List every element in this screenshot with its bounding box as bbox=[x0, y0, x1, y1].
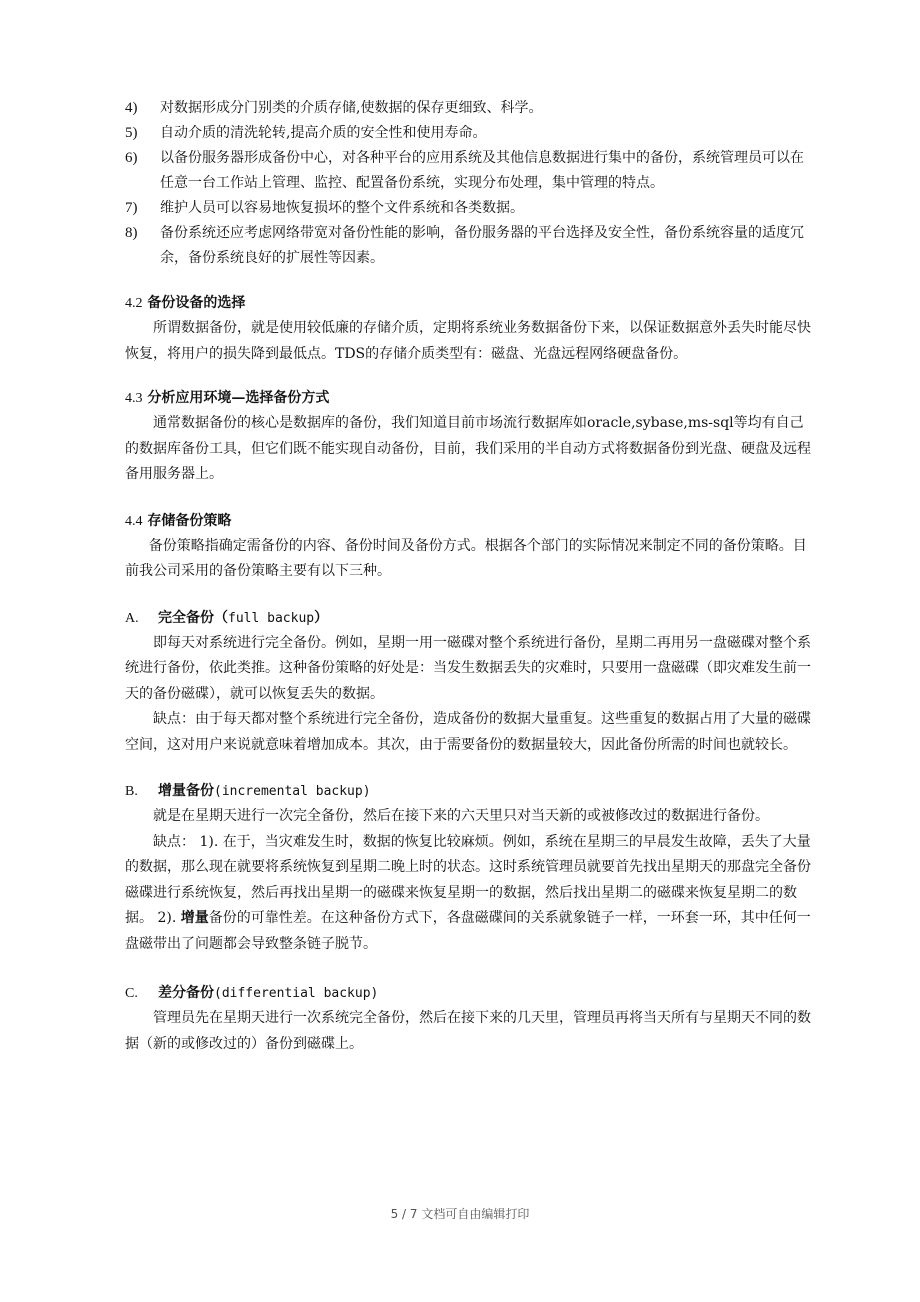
section-4-4 bbox=[125, 509, 815, 585]
section-heading bbox=[125, 509, 815, 534]
section-4-2 bbox=[125, 291, 815, 367]
subsection-heading bbox=[125, 606, 815, 631]
subsection-label: C. bbox=[125, 986, 138, 1001]
section-4-3 bbox=[125, 386, 815, 488]
list-item-text: 以备份服务器形成备份中心，对各种平台的应用系统及其他信息数据进行集中的备份，系统管理员可以在任意一台工作站上管理、监控、配置备份系统，实现分布处理，集中管理的特点。 bbox=[160, 150, 804, 191]
subsection-body: 就是在星期天进行一次完全备份，然后在接下来的六天里只对当天新的或被修改过的数据进行备份。 bbox=[153, 808, 769, 824]
subsection-body: 即每天对系统进行完全备份。例如，星期一用一磁碟对整个系统进行备份，星期二再用另一盘磁碟对整个系统进行备份，依此类推。这种备份策略的好处是：当发生数据丢失的灾难时，只要用一盘磁碟（即灾难发生前一天的备份磁碟），就可以恢复丢失的数据。 bbox=[125, 634, 811, 702]
subsection-label: B. bbox=[125, 784, 138, 799]
section-body: 所谓数据备份，就是使用较低廉的存储介质，定期将系统业务数据备份下来，以保证数据意外丢失时能尽快恢复，将用户的损失降到最低点。TDS的存储介质类型有：磁盘、光盘远程网络硬盘备份。 bbox=[125, 320, 811, 362]
section-number: 4.2 bbox=[125, 296, 143, 311]
list-item-number: 7) bbox=[125, 200, 138, 216]
subsection-title-en: (incremental backup) bbox=[214, 784, 371, 799]
drawbacks-text-end: 备份的可靠性差。在这种备份方式下，各盘磁碟间的关系就象链子一样，一环套一环，其中任何一盘磁带出了问题都会导致整条链子脱节。 bbox=[125, 910, 811, 952]
section-title: 分析应用环境—选择备份方式 bbox=[147, 390, 330, 406]
subsection-body: 管理员先在星期天进行一次系统完全备份，然后在接下来的几天里，管理员再将当天所有与星期天不同的数据（新的或修改过的）备份到磁碟上。 bbox=[125, 1010, 811, 1052]
list-item bbox=[125, 96, 815, 121]
list-item bbox=[125, 146, 815, 196]
section-heading bbox=[125, 291, 815, 316]
subsection-title: 差分备份 bbox=[158, 985, 214, 1001]
list-item-text: 维护人员可以容易地恢复损坏的整个文件系统和各类数据。 bbox=[160, 200, 524, 216]
section-body: 通常数据备份的核心是数据库的备份，我们知道目前市场流行数据库如oracle,sybase,ms-sql等均有自己的数据库备份工具，但它们既不能实现自动备份，目前，我们采用的半自动方式将数据备份到光盘、硬盘及远程备用服务器上。 bbox=[125, 415, 811, 482]
section-number: 4.4 bbox=[125, 513, 143, 529]
list-item-text: 备份系统还应考虑网络带宽对备份性能的影响，备份服务器的平台选择及安全性，备份系统容量的适度冗余，备份系统良好的扩展性等因素。 bbox=[160, 225, 804, 266]
subsection-body-drawbacks: 缺点：由于每天都对整个系统进行完全备份，造成备份的数据大量重复。这些重复的数据占用了大量的磁碟空间，这对用户来说就意味着增加成本。其次，由于需要备份的数据量较大，因此备份所需的时间也就较长。 bbox=[125, 711, 811, 753]
section-body: 备份策略指确定需备份的内容、备份时间及备份方式。根据各个部门的实际情况来制定不同的备份策略。目前我公司采用的备份策略主要有以下三种。 bbox=[125, 537, 807, 579]
section-b-incremental-backup bbox=[125, 779, 815, 957]
subsection-title-en: (differential backup) bbox=[214, 986, 379, 1001]
numbered-list bbox=[125, 96, 815, 271]
drawbacks-text-start: 缺点： 1). 在于，当灾难发生时，数据的恢复比较麻烦。例如，系统在星期三的早晨发生故障，丢失了大量的数据，那么现在就要将系统恢复到星期二晚上时的状态。这时系统管理员就要首先找出星期天的那盘完全备份磁碟进行系统恢复，然后再找出星期一的磁碟来恢复星期一的数据，然后找出星期二的磁碟来恢复星期二的数据。 2). bbox=[125, 833, 811, 926]
page-content bbox=[125, 96, 815, 1057]
list-item-text: 自动介质的清洗轮转,提高介质的安全性和使用寿命。 bbox=[160, 125, 487, 141]
section-title: 备份设备的选择 bbox=[147, 295, 246, 311]
list-item-number: 6) bbox=[125, 150, 138, 166]
subsection-title: 增量备份 bbox=[158, 783, 214, 799]
drawbacks-bold-term: 增量 bbox=[180, 910, 209, 926]
section-heading bbox=[125, 386, 815, 411]
list-item-text: 对数据形成分门别类的介质存储,使数据的保存更细致、科学。 bbox=[160, 100, 543, 116]
section-c-differential-backup bbox=[125, 981, 815, 1057]
list-item bbox=[125, 196, 815, 221]
subsection-heading bbox=[125, 981, 815, 1006]
subsection-title-en: full backup bbox=[228, 610, 315, 626]
list-item bbox=[125, 121, 815, 146]
list-item-number: 4) bbox=[125, 100, 138, 116]
list-item-number: 8) bbox=[125, 225, 138, 241]
subsection-title: 完全备份（ bbox=[158, 609, 228, 626]
page-footer: 5 / 7 文档可自由编辑打印 bbox=[390, 1207, 530, 1221]
list-item-number: 5) bbox=[125, 125, 138, 141]
subsection-title-close: ） bbox=[314, 609, 329, 626]
subsection-body-drawbacks bbox=[125, 830, 815, 958]
section-title: 存储备份策略 bbox=[147, 512, 232, 529]
subsection-label: A. bbox=[125, 610, 139, 626]
subsection-heading bbox=[125, 779, 815, 804]
list-item bbox=[125, 221, 815, 271]
section-number: 4.3 bbox=[125, 391, 143, 406]
section-a-full-backup bbox=[125, 606, 815, 759]
